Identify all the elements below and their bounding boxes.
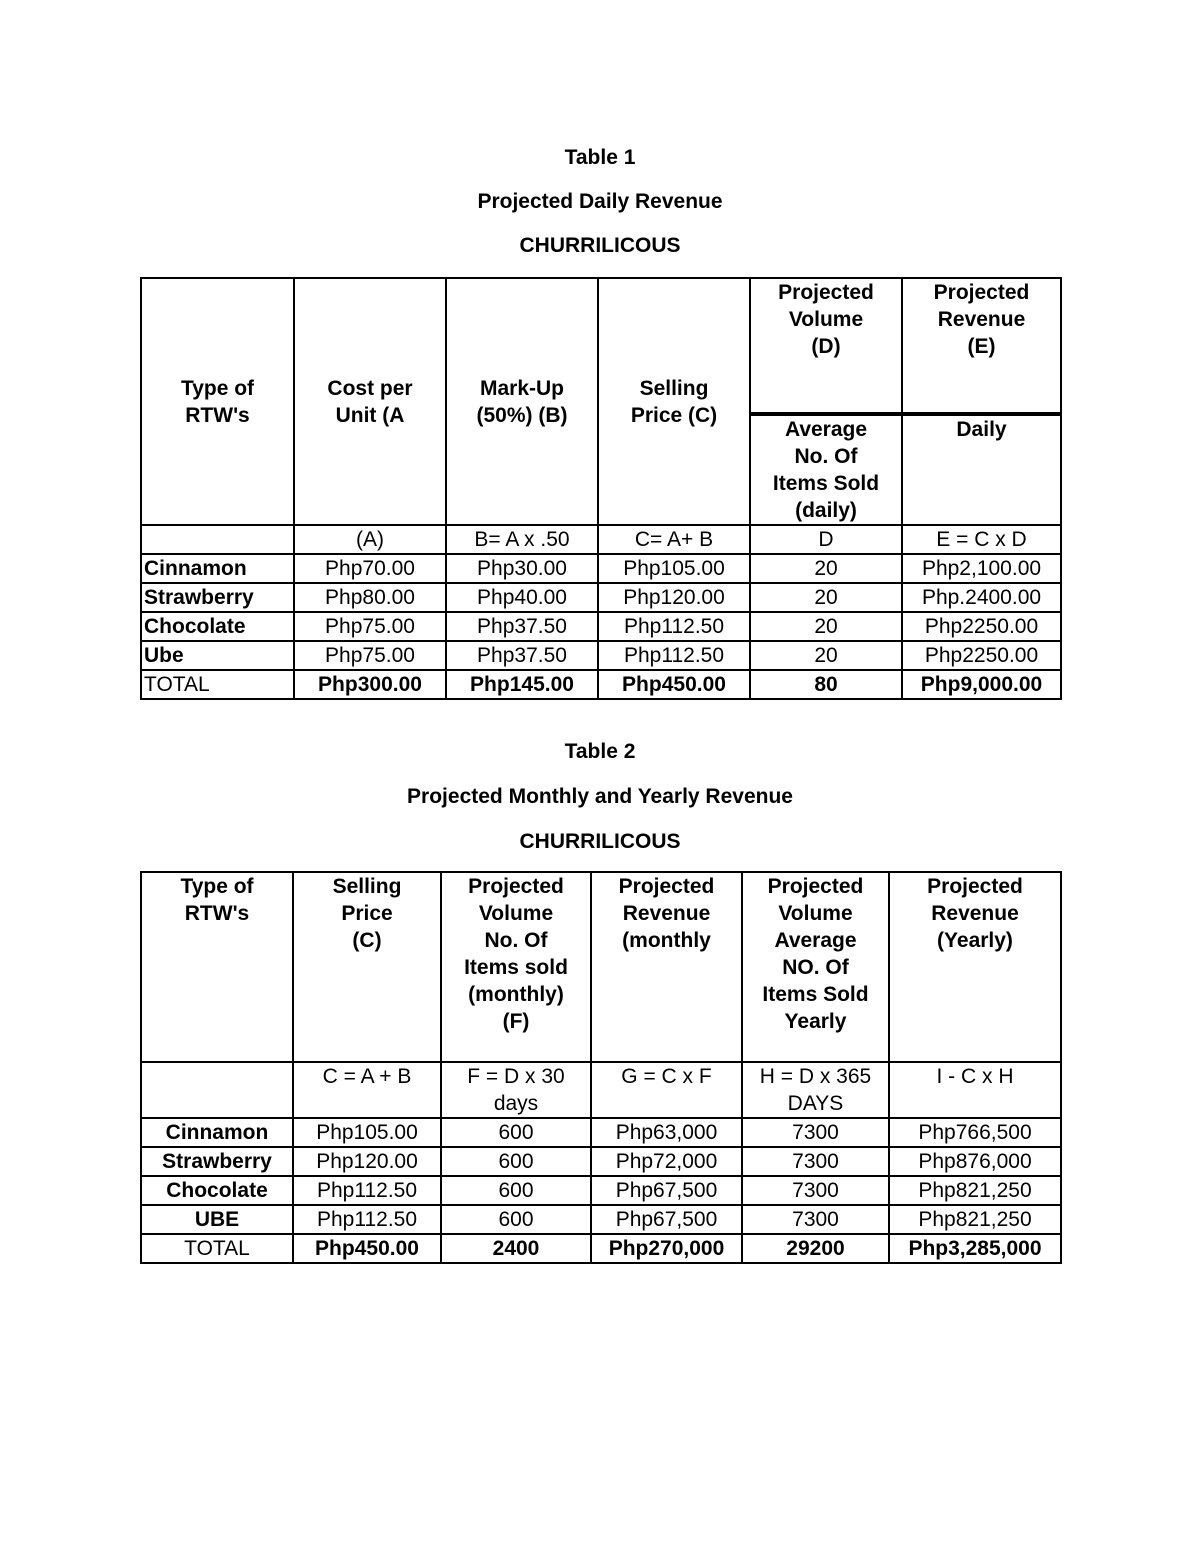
formula-cell: C = A + B [293, 1062, 441, 1118]
table-row [141, 1118, 1061, 1147]
formula-cell: H = D x 365 DAYS [742, 1062, 889, 1118]
header-type: Type of RTW's [141, 278, 294, 525]
cell: Php30.00 [446, 554, 598, 583]
cell: Php72,000 [591, 1147, 742, 1176]
cell: Php80.00 [294, 583, 446, 612]
table2-titles [0, 738, 1200, 872]
row-label: Cinnamon [141, 1118, 293, 1147]
total-cell: 2400 [441, 1234, 591, 1263]
header-markup: Mark-Up (50%) (B) [446, 278, 598, 525]
header-type: Type of RTW's [141, 872, 293, 1062]
table1-title: Projected Daily Revenue [477, 190, 723, 213]
header-projected-volume: Projected Volume (D) [750, 278, 902, 414]
header-yearly-volume: Projected Volume Average NO. Of Items Sold Yearly [742, 872, 889, 1062]
total-cell: 29200 [742, 1234, 889, 1263]
row-label: Cinnamon [141, 554, 294, 583]
cell: 7300 [742, 1118, 889, 1147]
total-row [141, 670, 1061, 699]
header-volume-sub: Average No. Of Items Sold (daily) [750, 414, 902, 525]
header-cost: Cost per Unit (A [294, 278, 446, 525]
total-label: TOTAL [141, 670, 294, 699]
total-cell: Php450.00 [598, 670, 750, 699]
row-label: Strawberry [141, 583, 294, 612]
total-cell: Php450.00 [293, 1234, 441, 1263]
header-monthly-volume: Projected Volume No. Of Items sold (monthly) (F) [441, 872, 591, 1062]
cell: Php37.50 [446, 612, 598, 641]
table2-caption: Table 2 [564, 740, 636, 763]
formula-row [141, 1062, 1061, 1118]
cell: Php67,500 [591, 1205, 742, 1234]
total-cell: Php300.00 [294, 670, 446, 699]
cell: 600 [441, 1118, 591, 1147]
header-yearly-revenue: Projected Revenue (Yearly) [889, 872, 1061, 1062]
cell: Php112.50 [598, 641, 750, 670]
cell: 20 [750, 612, 902, 641]
table-row [141, 583, 1061, 612]
monthly-yearly-revenue-table [140, 871, 1062, 1264]
table-row [141, 612, 1061, 641]
formula-cell: F = D x 30 days [441, 1062, 591, 1118]
cell: Php75.00 [294, 641, 446, 670]
total-cell: 80 [750, 670, 902, 699]
row-label: Strawberry [141, 1147, 293, 1176]
formula-cell: (A) [294, 525, 446, 554]
cell: 20 [750, 554, 902, 583]
formula-cell: G = C x F [591, 1062, 742, 1118]
total-label: TOTAL [141, 1234, 293, 1263]
cell: Php75.00 [294, 612, 446, 641]
cell: 600 [441, 1205, 591, 1234]
total-cell: Php3,285,000 [889, 1234, 1061, 1263]
formula-cell: D [750, 525, 902, 554]
table2-title: Projected Monthly and Yearly Revenue [407, 785, 793, 808]
cell: 20 [750, 583, 902, 612]
cell: Php2250.00 [902, 641, 1061, 670]
cell: Php2250.00 [902, 612, 1061, 641]
total-row [141, 1234, 1061, 1263]
cell: Php37.50 [446, 641, 598, 670]
table1-caption: Table 1 [564, 146, 636, 169]
row-label: Ube [141, 641, 294, 670]
row-label: Chocolate [141, 612, 294, 641]
cell: Php40.00 [446, 583, 598, 612]
cell: Php.2400.00 [902, 583, 1061, 612]
formula-cell: C= A+ B [598, 525, 750, 554]
table2-company: CHURRILICOUS [519, 830, 681, 853]
formula-cell [141, 1062, 293, 1118]
table-row [141, 1176, 1061, 1205]
cell: 7300 [742, 1176, 889, 1205]
cell: Php67,500 [591, 1176, 742, 1205]
cell: Php821,250 [889, 1176, 1061, 1205]
cell: Php2,100.00 [902, 554, 1061, 583]
cell: Php105.00 [598, 554, 750, 583]
header-selling-price: Selling Price (C) [598, 278, 750, 525]
cell: Php112.50 [598, 612, 750, 641]
table-row [141, 554, 1061, 583]
formula-cell: B= A x .50 [446, 525, 598, 554]
cell: Php112.50 [293, 1176, 441, 1205]
row-label: Chocolate [141, 1176, 293, 1205]
cell: Php105.00 [293, 1118, 441, 1147]
cell: 7300 [742, 1147, 889, 1176]
header-selling-price: Selling Price (C) [293, 872, 441, 1062]
formula-cell [141, 525, 294, 554]
cell: Php120.00 [293, 1147, 441, 1176]
row-label: UBE [141, 1205, 293, 1234]
daily-revenue-table [140, 277, 1062, 700]
table-row [141, 641, 1061, 670]
cell: Php766,500 [889, 1118, 1061, 1147]
total-cell: Php145.00 [446, 670, 598, 699]
table-row [141, 1147, 1061, 1176]
cell: Php112.50 [293, 1205, 441, 1234]
cell: Php876,000 [889, 1147, 1061, 1176]
total-cell: Php9,000.00 [902, 670, 1061, 699]
cell: 20 [750, 641, 902, 670]
cell: 600 [441, 1147, 591, 1176]
cell: Php821,250 [889, 1205, 1061, 1234]
table1-company: CHURRILICOUS [519, 234, 681, 257]
total-cell: Php270,000 [591, 1234, 742, 1263]
formula-cell: I - C x H [889, 1062, 1061, 1118]
formula-row [141, 525, 1061, 554]
cell: Php120.00 [598, 583, 750, 612]
header-monthly-revenue: Projected Revenue (monthly [591, 872, 742, 1062]
cell: 7300 [742, 1205, 889, 1234]
cell: 600 [441, 1176, 591, 1205]
cell: Php70.00 [294, 554, 446, 583]
formula-cell: E = C x D [902, 525, 1061, 554]
header-revenue-sub: Daily [902, 414, 1061, 525]
cell: Php63,000 [591, 1118, 742, 1147]
header-projected-revenue: Projected Revenue (E) [902, 278, 1061, 414]
table-row [141, 1205, 1061, 1234]
table1-titles [0, 144, 1200, 276]
